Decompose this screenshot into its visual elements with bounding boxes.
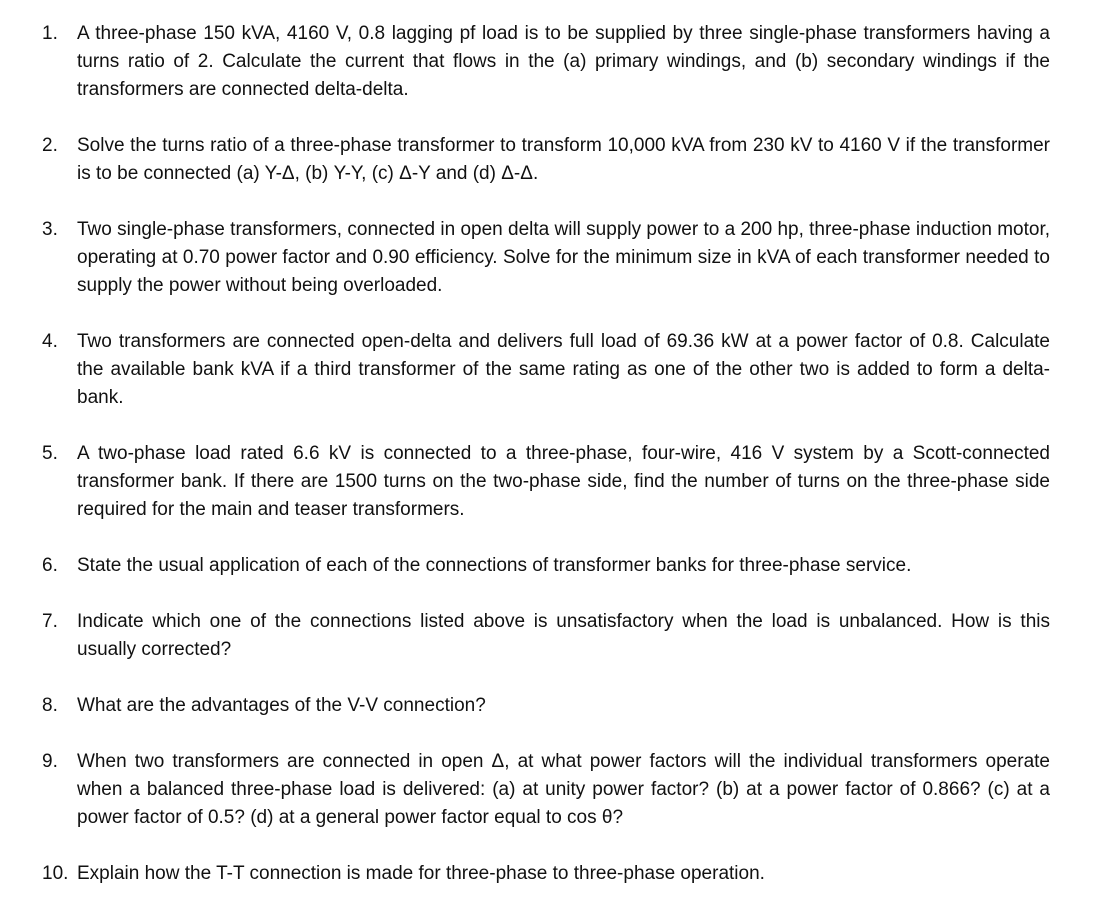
question-item	[42, 692, 1050, 720]
question-text: A two-phase load rated 6.6 kV is connected to a three-phase, four-wire, 416 V system by a Scott-connected transformer bank. If there are 1500 turns on the two-phase side, find the number of turns on the three-phase side required for the main and teaser transformers.	[77, 443, 1050, 520]
question-text: Two single-phase transformers, connected in open delta will supply power to a 200 hp, three-phase induction motor, operating at 0.70 power factor and 0.90 efficiency. Solve for the minimum size in kVA of each transformer needed to supply the power without being overloaded.	[77, 219, 1050, 296]
question-text: Solve the turns ratio of a three-phase transformer to transform 10,000 kVA from 230 kV to 4160 V if the transformer is to be connected (a) Y-Δ, (b) Y-Y, (c) Δ-Y and (d) Δ-Δ.	[77, 135, 1050, 184]
question-number: 1.	[42, 23, 58, 44]
question-number: 10.	[42, 863, 69, 884]
question-number: 6.	[42, 555, 58, 576]
question-item	[42, 552, 1050, 580]
question-number: 5.	[42, 443, 58, 464]
question-item	[42, 216, 1050, 300]
question-text: Explain how the T-T connection is made for three-phase to three-phase operation.	[77, 863, 765, 884]
question-number: 9.	[42, 751, 58, 772]
question-item	[42, 20, 1050, 104]
question-number: 7.	[42, 611, 58, 632]
question-number: 2.	[42, 135, 58, 156]
question-number: 4.	[42, 331, 58, 352]
question-item	[42, 440, 1050, 524]
question-text: Indicate which one of the connections listed above is unsatisfactory when the load is unbalanced. How is this usually corrected?	[77, 611, 1050, 660]
question-text: When two transformers are connected in open Δ, at what power factors will the individual transformers operate when a balanced three-phase load is delivered: (a) at unity power factor? (b) at a power factor of 0.866? (c) at a power factor of 0.5? (d) at a general power factor equal to cos θ?	[77, 751, 1050, 828]
question-text: Two transformers are connected open-delta and delivers full load of 69.36 kW at a power factor of 0.8. Calculate the available bank kVA if a third transformer of the same rating as one of the other two is added to form a delta-bank.	[77, 331, 1050, 408]
question-text: State the usual application of each of the connections of transformer banks for three-phase service.	[77, 555, 912, 576]
question-list	[42, 20, 1050, 916]
question-item	[42, 860, 1050, 888]
question-item	[42, 328, 1050, 412]
question-number: 3.	[42, 219, 58, 240]
question-item	[42, 748, 1050, 832]
question-item	[42, 132, 1050, 188]
question-text: A three-phase 150 kVA, 4160 V, 0.8 lagging pf load is to be supplied by three single-phase transformers having a turns ratio of 2. Calculate the current that flows in the (a) primary windings, and (b) secondary windings if the transformers are connected delta-delta.	[77, 23, 1050, 100]
question-item	[42, 608, 1050, 664]
question-text: What are the advantages of the V-V connection?	[77, 695, 486, 716]
question-number: 8.	[42, 695, 58, 716]
